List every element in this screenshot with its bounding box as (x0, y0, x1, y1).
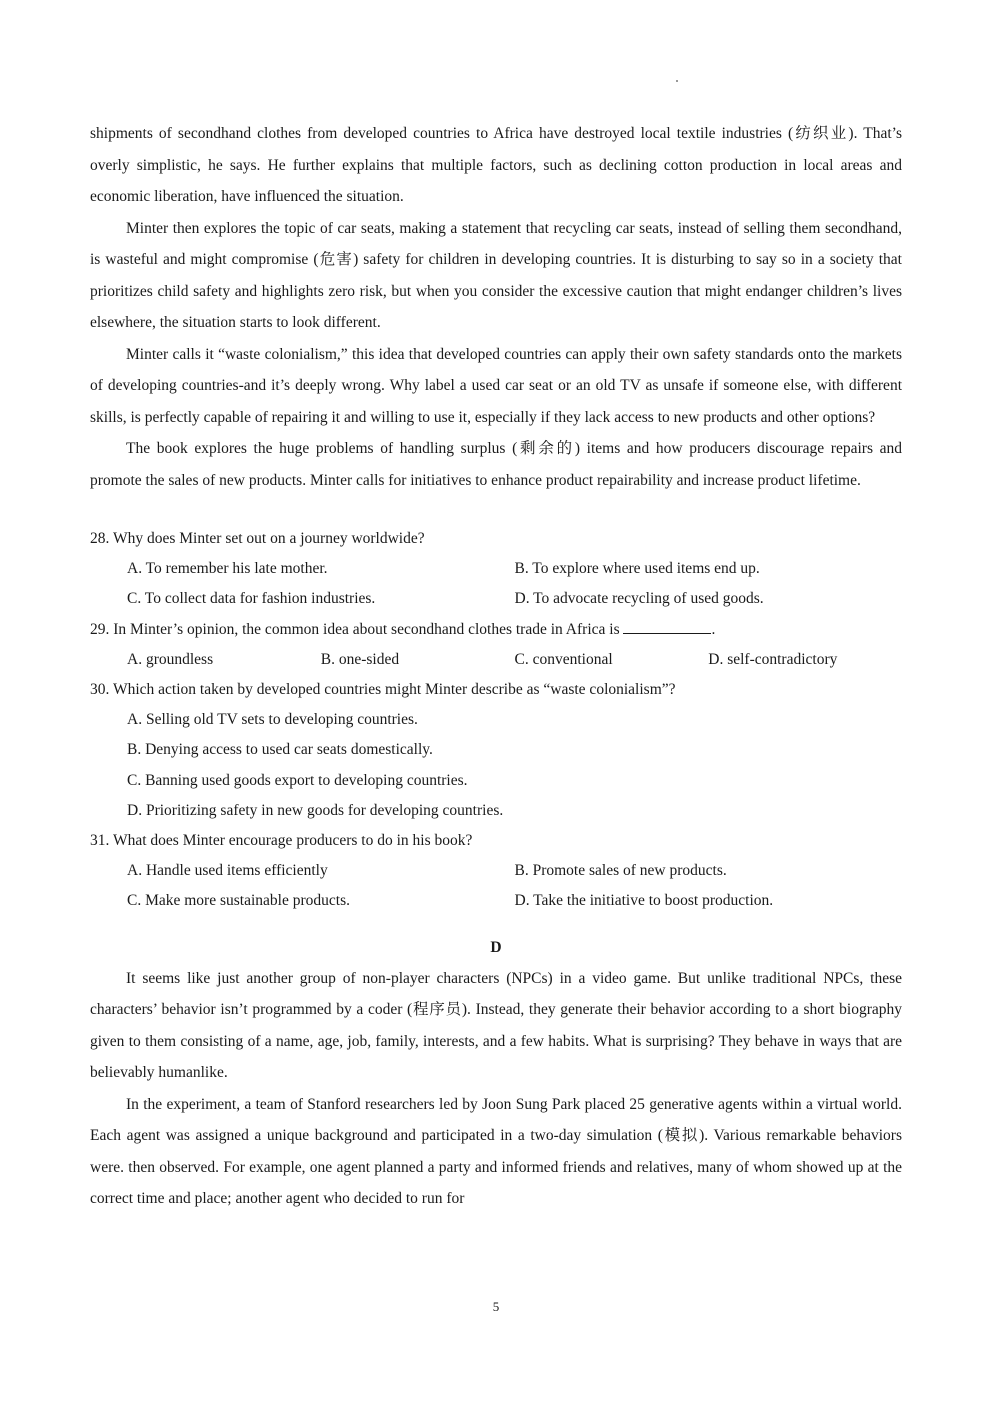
passage-c-paragraph-2: Minter then explores the topic of car seats, making a statement that recycling car seats, instead of selling them secondhand, is wasteful and might compromise (危害) safety for children in developing countries. It is disturbing to say so in a society that prioritizes child safety and highlights zero risk, but when you consider the excessive caution that might endanger children’s lives elsewhere, the situation starts to look different. (90, 219, 902, 331)
question-28-option-b[interactable]: B. To explore where used items end up. (514, 560, 760, 578)
question-28-stem: 28. Why does Minter set out on a journey worldwide? (90, 530, 425, 547)
question-29-option-d[interactable]: D. self-contradictory (708, 650, 838, 668)
passage-d-paragraph-1: It seems like just another group of non-player characters (NPCs) in a video game. But unlike traditional NPCs, these characters’ behavior isn’t programmed by a coder (程序员). Instead, they generate their behavior according to a short biography given to them consisting of a name, age, job, family, interests, and a few habits. What is surprising? They behave in ways that are believably humanlike. (90, 969, 902, 1082)
section-gap (90, 496, 902, 524)
question-30-option-b[interactable]: B. Denying access to used car seats domestically. (127, 741, 433, 759)
passage-d-paragraph-2: In the experiment, a team of Stanford researchers led by Joon Sung Park placed 25 generative agents within a virtual world. Each agent was assigned a unique background and participated in a two-day simulation (模拟). Various remarkable behaviors were. then observed. For example, one agent planned a party and informed friends and relatives, many of whom showed up at the correct time and place; another agent who decided to run for (90, 1095, 902, 1208)
question-28-options-row-2 (90, 584, 902, 614)
speck-mark (676, 80, 678, 82)
question-31-option-d[interactable]: D. Take the initiative to boost production. (514, 892, 774, 910)
question-29-stem-line (90, 615, 902, 645)
question-29-option-c[interactable]: C. conventional (514, 650, 613, 668)
passage-c-paragraph-3: Minter calls it “waste colonialism,” this idea that developed countries can apply their own safety standards onto the markets of developing countries-and it’s deeply wrong. Why label a used car seat or an old TV as unsafe if someone else, with different skills, is perfectly capable of repairing it and willing to use it, especially if they lack access to new products and other options? (90, 345, 902, 426)
question-29-stem-end: . (711, 620, 716, 638)
question-29-stem: 29. In Minter’s opinion, the common idea about secondhand clothes trade in Africa is (90, 620, 620, 638)
page-number: 5 (492, 1299, 500, 1314)
passage-c (90, 118, 902, 496)
question-30-option-c[interactable]: C. Banning used goods export to developing countries. (127, 771, 468, 789)
question-31-options-row-2 (90, 886, 902, 916)
question-31-stem: 31. What does Minter encourage producers to do in his book? (90, 832, 473, 850)
question-28-options-row-1 (90, 554, 902, 584)
question-29-option-b[interactable]: B. one-sided (320, 650, 400, 668)
question-28-option-d[interactable]: D. To advocate recycling of used goods. (514, 590, 764, 608)
document-page (90, 118, 902, 1215)
answer-blank[interactable] (623, 619, 711, 634)
passage-c-paragraph-4: The book explores the huge problems of handling surplus (剩余的) items and how producers discourage repairs and promote the sales of new products. Minter calls for initiatives to enhance product repairability and increase product lifetime. (90, 440, 902, 489)
passage-d (90, 933, 902, 1215)
question-30-option-a[interactable]: A. Selling old TV sets to developing countries. (127, 711, 418, 729)
question-31-option-a[interactable]: A. Handle used items efficiently (127, 862, 328, 880)
question-31-options-row-1 (90, 856, 902, 886)
section-title: D (490, 938, 502, 956)
passage-c-paragraph-1: shipments of secondhand clothes from developed countries to Africa have destroyed local textile industries (纺织业). That’s overly simplistic, he says. He further explains that multiple factors, such as declining cotton production in local areas and economic liberation, have influenced the situation. (90, 125, 902, 205)
question-28-option-a[interactable]: A. To remember his late mother. (127, 560, 328, 578)
question-29-option-a[interactable]: A. groundless (127, 650, 214, 668)
question-30-option-d[interactable]: D. Prioritizing safety in new goods for developing countries. (127, 801, 504, 819)
question-31-option-b[interactable]: B. Promote sales of new products. (514, 862, 727, 880)
question-30-stem: 30. Which action taken by developed countries might Minter describe as “waste colonialism”? (90, 681, 676, 699)
question-31-option-c[interactable]: C. Make more sustainable products. (127, 892, 350, 910)
question-28-option-c[interactable]: C. To collect data for fashion industries. (127, 590, 376, 608)
question-29-options (90, 645, 902, 675)
question-block (90, 524, 902, 917)
